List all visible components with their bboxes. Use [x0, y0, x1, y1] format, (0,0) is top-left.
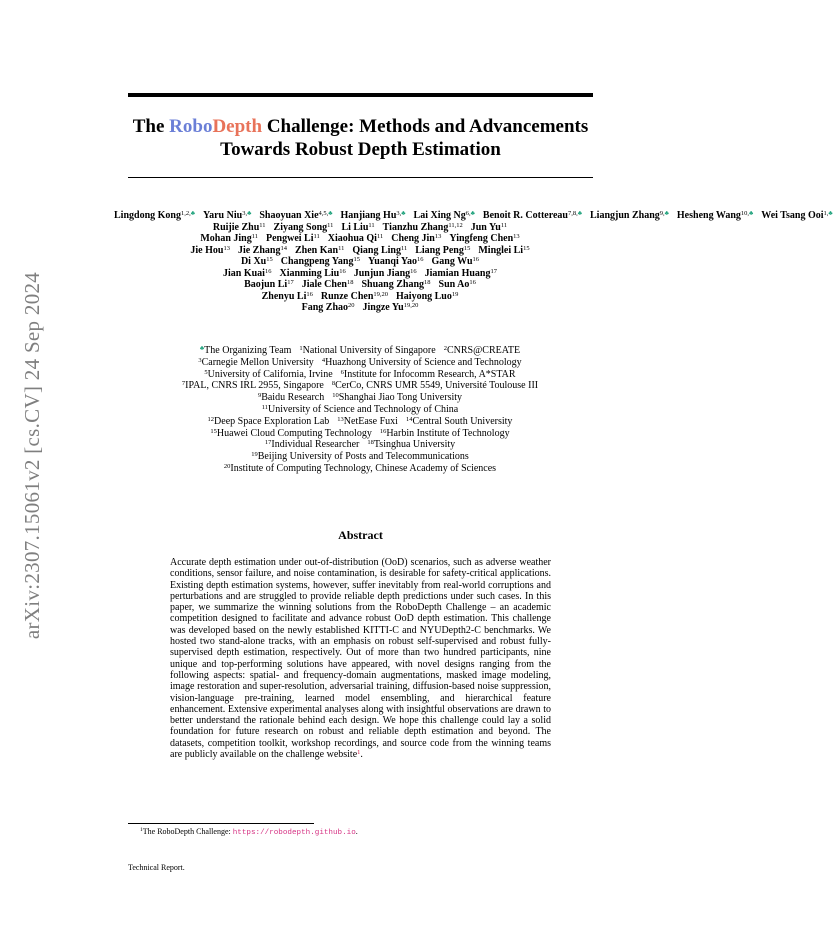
affiliation-line	[110, 369, 610, 381]
affiliation-mark: 17	[264, 439, 272, 447]
organizer-club-icon: ♣	[247, 210, 252, 217]
affiliation: $^{14}$Central South University	[405, 415, 513, 427]
author-affiliation-marks: 18	[346, 279, 354, 286]
author: Jiamian Huang$^{17}$	[424, 267, 497, 279]
author-affiliation-marks: 11	[368, 221, 375, 229]
abstract-heading: Abstract	[338, 528, 383, 542]
author: Wei Tsang Ooi$^{1,♣}$	[761, 210, 833, 221]
author-list	[110, 210, 833, 314]
affiliation-mark: 2	[443, 345, 447, 352]
affiliation-list	[110, 345, 610, 475]
author: Jiale Chen$^{18}$	[301, 279, 354, 290]
affiliation: $^6$Institute for Infocomm Research, A*STAR	[340, 368, 516, 380]
author: Shaoyuan Xie$^{4,5,♣}$	[259, 210, 333, 221]
affiliation: $^{12}$Deep Space Exploration Lab	[207, 415, 330, 427]
affiliation: $^7$IPAL, CNRS IRL 2955, Singapore	[181, 380, 324, 392]
organizer-club-icon: ♣	[470, 210, 475, 217]
organizer-club-icon: ♣	[190, 210, 195, 217]
affiliation: $^{20}$Institute of Computing Technology, Chinese Academy of Sciences	[223, 462, 497, 474]
author: Liang Peng$^{15}$	[415, 244, 471, 256]
author: Runze Chen$^{19,20}$	[320, 290, 389, 302]
challenge-website-link[interactable]: https://robodepth.github.io	[232, 829, 356, 837]
affiliation: $^9$Baidu Research	[257, 392, 325, 404]
affiliation-mark: 13	[337, 415, 344, 423]
affiliation: $^{17}$Individual Researcher	[264, 439, 360, 451]
author-affiliation-marks: 19	[451, 290, 459, 298]
affiliation-mark: 9	[257, 392, 262, 400]
organizer-club-icon: ♣	[577, 210, 582, 217]
affiliation: $^{16}$Harbin Institute of Technology	[379, 427, 510, 439]
author-affiliation-marks: 15	[523, 244, 530, 252]
affiliation-line	[110, 451, 610, 463]
affiliation-mark: 10	[332, 392, 339, 400]
affiliation: $^5$University of California, Irvine	[204, 368, 333, 380]
author: Xianming Liu$^{16}$	[279, 267, 346, 279]
author: Yingfeng Chen$^{13}$	[449, 233, 520, 244]
author-affiliation-marks: 13	[223, 244, 230, 252]
affiliation-mark: 15	[210, 427, 217, 435]
author: Zhenyu Li$^{16}$	[261, 290, 313, 302]
author-affiliation-marks: 14	[280, 244, 287, 252]
organizer-club-icon: ♣	[749, 210, 754, 217]
title-robo: Robo	[169, 116, 213, 137]
author-affiliation-marks: 1,♣	[823, 210, 833, 217]
author-affiliation-marks: 11	[338, 244, 345, 252]
author: Qiang Ling$^{11}$	[352, 244, 408, 256]
author-line	[110, 256, 610, 268]
affiliation-mark: 20	[223, 462, 231, 470]
affiliation: $^{11}$University of Science and Technology of China	[261, 403, 459, 415]
author-affiliation-marks: 15	[463, 244, 471, 252]
affiliation-line	[110, 428, 610, 440]
author-affiliation-marks: 11	[313, 233, 320, 240]
author-affiliation-marks: 11	[259, 221, 266, 229]
affiliation-mark: 11	[261, 403, 269, 411]
affiliation-mark: 7	[181, 380, 186, 388]
report-type-label: Technical Report.	[128, 863, 185, 872]
author-affiliation-marks: 16	[469, 279, 476, 286]
author-affiliation-marks: 11	[500, 221, 508, 229]
author: Zhen Kan$^{11}$	[294, 244, 345, 256]
author: Haiyong Luo$^{19}$	[396, 290, 459, 302]
footnote: $^1$The RoboDepth Challenge: https://robodepth.github.io.	[140, 827, 358, 837]
author: Jingze Yu$^{19,20}$	[362, 302, 419, 313]
affiliation-mark: 4	[321, 356, 326, 364]
author-affiliation-marks: 16	[410, 267, 417, 275]
author-line	[110, 291, 610, 303]
affiliation-mark: 6	[340, 368, 344, 376]
author: Jian Kuai$^{16}$	[223, 267, 272, 279]
author-affiliation-marks: 18	[424, 279, 431, 286]
author-affiliation-marks: 4,5,♣	[318, 210, 333, 217]
author-line	[110, 210, 833, 222]
author: Jie Zhang$^{14}$	[237, 244, 287, 256]
author: Jie Hou$^{13}$	[190, 244, 230, 256]
author-affiliation-marks: 16	[416, 256, 424, 263]
affiliation-line	[110, 392, 610, 404]
author: Ruijie Zhu$^{11}$	[212, 221, 266, 233]
author-affiliation-marks: 11	[400, 244, 408, 252]
author: Hanjiang $Hu^{3,♣}$	[340, 210, 406, 221]
author-line	[110, 302, 610, 314]
affiliation: $^{18}$Tsinghua University	[367, 439, 456, 451]
affiliation-mark: 3	[198, 356, 202, 364]
affiliation-mark: 16	[379, 427, 387, 435]
affiliation-mark: 18	[367, 439, 374, 447]
affiliation: $^{19}$Beijing University of Posts and Telecommunications	[251, 451, 469, 463]
author-affiliation-marks: 10,♣	[740, 210, 754, 217]
author-affiliation-marks: 7,8,♣	[567, 210, 582, 217]
author-line	[110, 279, 610, 291]
title-bottom-rule	[128, 177, 593, 178]
organizer-club-icon: ♣	[401, 210, 406, 217]
paper-title: The RoboDepth Challenge: Methods and Advancements Towards Robust Depth Estimation	[132, 116, 589, 160]
organizer-club-icon: ♣	[199, 345, 205, 352]
affiliation-line	[110, 416, 610, 428]
author-affiliation-marks: 11	[251, 233, 258, 240]
affiliation-mark: 12	[207, 415, 215, 423]
author: Baojun Li$^{17}$	[244, 279, 294, 290]
author: Yuanqi Yao$^{16}$	[367, 256, 424, 267]
affiliation: $^3$Carnegie Mellon University	[198, 356, 314, 368]
title-depth: Depth	[212, 116, 263, 137]
author: Benoit R. Cottereau$^{7,8,♣}$	[482, 210, 582, 221]
author: Gang Wu$^{16}$	[431, 256, 480, 267]
author-affiliation-marks: 6,♣	[465, 210, 475, 217]
affiliation-line	[110, 357, 610, 369]
author: Li Liu$^{11}$	[341, 221, 375, 233]
affiliation: ♣The Organizing Team	[199, 345, 292, 356]
affiliation-mark: 8	[331, 380, 336, 388]
author-affiliation-marks: 13	[513, 233, 520, 240]
author: Minglei Li$^{15}$	[478, 244, 530, 256]
author: Hesheng Wang$^{10,♣}$	[676, 210, 754, 221]
author: Yaru Niu$^{3,♣}$	[203, 210, 252, 221]
author: Xiaohua Qi$^{11}$	[327, 233, 384, 244]
author: Changpeng Yang$^{15}$	[280, 256, 360, 267]
author: Jun Yu$^{11}$	[470, 221, 508, 233]
author: Lingdong Kong$^{1,2,♣}$	[114, 210, 195, 221]
affiliation: $^{13}$NetEase Fuxi	[337, 415, 398, 427]
affiliation: $^8$CerCo, CNRS UMR 5549, Université Toulouse III	[331, 380, 539, 392]
author-affiliation-marks: 13	[434, 233, 442, 240]
author-affiliation-marks: 16	[339, 267, 346, 275]
arxiv-identifier: arXiv:2307.15061v2 [cs.CV] 24 Sep 2024	[20, 271, 45, 639]
affiliation: $^{15}$Huawei Cloud Computing Technology	[210, 427, 372, 439]
affiliation: $^2$CNRS@CREATE	[443, 345, 521, 356]
author-affiliation-marks: 17	[287, 279, 294, 286]
author-affiliation-marks: 15	[266, 256, 273, 263]
author: Fang Zhao$^{20}$	[301, 302, 355, 313]
footnote-rule	[128, 823, 314, 824]
author-affiliation-marks: 17	[490, 267, 497, 275]
affiliation: $^4$Huazhong University of Science and Technology	[321, 356, 522, 368]
author: Tianzhu Zhang$^{11,12}$	[382, 221, 463, 233]
author-affiliation-marks: 19,20	[403, 302, 419, 309]
abstract-body: Accurate depth estimation under out-of-distribution (OoD) scenarios, such as adverse weather conditions, sensor failure, and noise contamination, is desirable for safety-critical applications. Existing depth estimation systems, however, suffer inevitably from real-world corruptions and perturbations and are struggled to provide reliable depth predictions under such cases. In this paper, we summarize the winning solutions from the RoboDepth Challenge – an academic competition designed to facilitate and advance robust OoD depth estimation. This challenge was developed based on the newly established KITTI-C and NYUDepth2-C benchmarks. We hosted two stand-alone tracks, with an emphasis on robust self-supervised and robust fully-supervised depth estimation, respectively. Out of more than two hundred participants, nine unique and top-performing solutions have appeared, with novel designs ranging from the following aspects: spatial- and frequency-domain augmentations, masked image modeling, image restoration and super-resolution, adversarial training, diffusion-based noise suppression, vision-language pre-training, learned model ensembling, and hierarchical feature enhancement. Extensive experimental analyses along with insightful observations are drawn to better understand the rationale behind each design. We hope this challenge could lay a solid foundation for future research on robust and reliable depth estimation and beyond. The datasets, competition toolkit, workshop recordings, and source code from the winning teams are publicly available on the challenge website$^1$.	[170, 557, 551, 761]
author: Junjun Jiang$^{16}$	[353, 267, 417, 279]
affiliation-line	[110, 439, 610, 451]
affiliation: $^{10}$Shanghai Jiao Tong University	[332, 392, 463, 404]
author-affiliation-marks: 3,♣	[396, 210, 406, 217]
author: Di Xu$^{15}$	[240, 256, 273, 267]
author-line	[110, 245, 610, 257]
author-affiliation-marks: 11,12	[448, 221, 463, 229]
organizer-club-icon: ♣	[828, 210, 833, 217]
author-affiliation-marks: 15	[353, 256, 360, 263]
author: Ziyang Song$^{11}$	[273, 221, 334, 233]
affiliation-line	[110, 463, 610, 475]
author-affiliation-marks: 1,2,♣	[180, 210, 195, 217]
author-affiliation-marks: 9,♣	[659, 210, 669, 217]
title-top-rule	[128, 93, 593, 97]
affiliation-line	[110, 380, 610, 392]
affiliation-mark: 5	[204, 368, 208, 376]
affiliation: $^1$National University of Singapore	[299, 345, 436, 356]
author: Mohan Jing$^{11}$	[200, 233, 258, 244]
affiliation-mark: 14	[405, 415, 413, 423]
author: Pengwei Li$^{11}$	[266, 233, 320, 244]
organizer-club-icon: ♣	[664, 210, 669, 217]
author-affiliation-marks: 11	[327, 221, 334, 229]
author: Shuang Zhang$^{18}$	[361, 279, 431, 290]
author: Lai Xing $Ng^{6,♣}$	[413, 210, 475, 221]
author-affiliation-marks: 3,♣	[242, 210, 252, 217]
author-affiliation-marks: 19,20	[373, 290, 389, 298]
author-line	[110, 233, 610, 245]
affiliation-line	[110, 345, 610, 357]
organizer-club-icon: ♣	[328, 210, 333, 217]
author: Cheng Jin$^{13}$	[391, 233, 442, 244]
author-affiliation-marks: 16	[264, 267, 272, 275]
author-line	[110, 222, 610, 234]
footnote-link[interactable]: 1	[357, 749, 361, 757]
author-affiliation-marks: 16	[306, 290, 313, 298]
author: Liangjun Zhang$^{9,♣}$	[590, 210, 669, 221]
author-affiliation-marks: 16	[472, 256, 480, 263]
author-affiliation-marks: 20	[348, 302, 355, 309]
author: Sun Ao$^{16}$	[438, 279, 476, 290]
author-line	[110, 268, 610, 280]
affiliation-line	[110, 404, 610, 416]
affiliation-mark: 1	[299, 345, 303, 352]
affiliation-mark: 19	[251, 451, 258, 459]
author-affiliation-marks: 11	[376, 233, 384, 240]
